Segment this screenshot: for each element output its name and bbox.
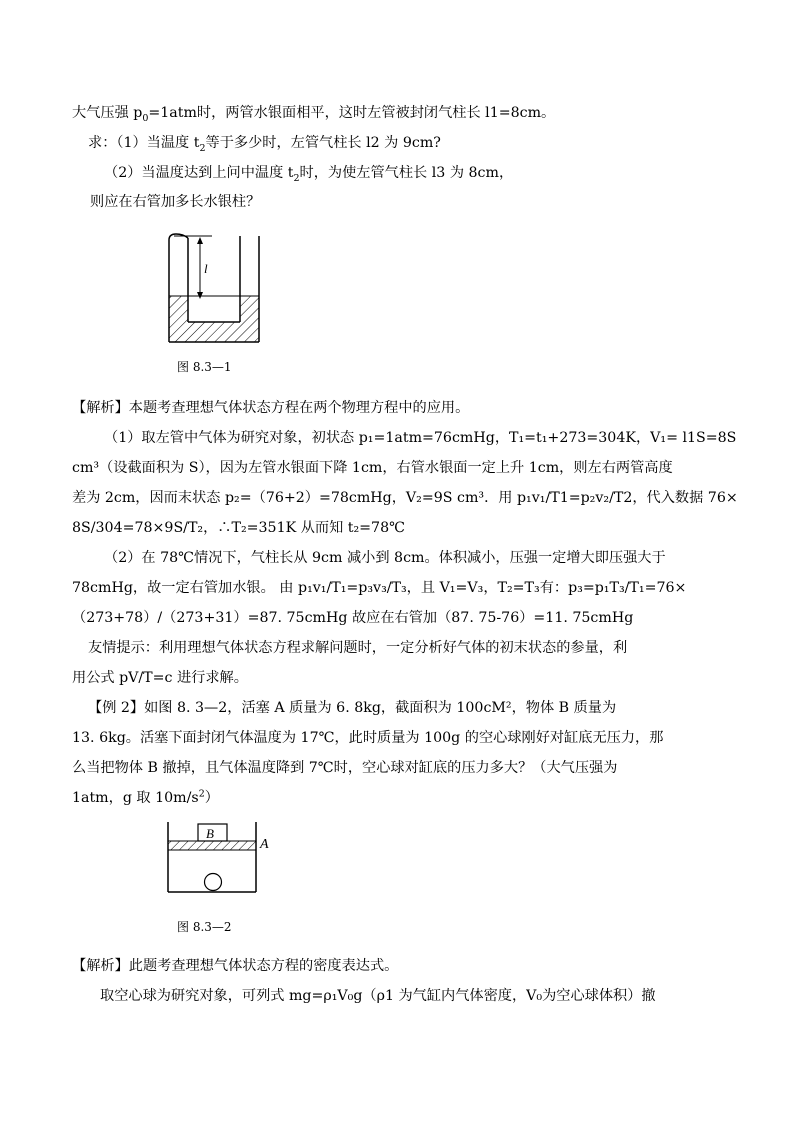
analysis-1-para2-line1: （2）在 78℃情况下，气柱长从 9cm 减小到 8cm。体积减小，压强一定增大即压强大于 — [104, 550, 666, 566]
problem-line-1 — [72, 104, 555, 122]
label-b: B — [206, 826, 214, 841]
example-2-line3: 么当把物体 B 撤掉，且气体温度降到 7℃时，空心球对缸底的压力多大？（大气压强为 — [72, 760, 618, 776]
analysis-1-para2-line2: 78cmHg，故一定右管加水银。 由 p₁v₁/T₁=p₃v₃/T₃，且 V₁=V₃，T₂=T₃有：p₃=p₁T₃/T₁=76× — [72, 580, 687, 596]
superscript: 2 — [198, 788, 205, 800]
analysis-1-para1-line3: 差为 2cm，因而末状态 p₂=（76+2）=78cmHg，V₂=9S cm³．用 p₁v₁/T1=p₂v₂/T2，代入数据 76× — [72, 490, 738, 506]
label-a: A — [260, 837, 269, 852]
analysis-1-para1-line1: （1）取左管中气体为研究对象，初状态 p₁=1atm=76cmHg，T₁=t₁+273=304K，V₁= l1S=8S — [104, 430, 737, 446]
example-2-line2: 13. 6kg。活塞下面封闭气体温度为 17℃，此时质量为 100g 的空心球刚好对缸底无压力，那 — [72, 730, 664, 746]
figure-1-caption: 图 8.3—1 — [177, 360, 232, 374]
analysis-1-heading: 【解析】本题考查理想气体状态方程在两个物理方程中的应用。 — [72, 400, 470, 416]
analysis-2-line1: 取空心球为研究对象，可列式 mg=ρ₁V₀g（ρ1 为气缸内气体密度，V₀为空心球体积）撤 — [100, 988, 656, 1004]
text: 时，为使左管气柱长 l3 为 8cm， — [299, 165, 514, 181]
text: 大气压强 p — [72, 105, 143, 121]
analysis-1-para1-line4: 8S/304=78×9S/T₂，∴T₂=351K 从而知 t₂=78℃ — [72, 520, 405, 536]
figure-cylinder — [160, 818, 280, 898]
subscript: 0 — [142, 112, 149, 124]
subscript: 2 — [293, 172, 300, 184]
tip-line-1: 友情提示：利用理想气体状态方程求解问题时，一定分析好气体的初末状态的参量，利 — [88, 640, 628, 656]
subscript: 2 — [199, 142, 206, 154]
figure-u-tube — [160, 228, 270, 346]
analysis-1-para1-line2: cm³（设截面积为 S），因为左管水银面下降 1cm，右管水银面一定上升 1cm，则左右两管高度 — [72, 460, 673, 476]
analysis-2-heading: 【解析】此题考查理想气体状态方程的密度表达式。 — [72, 958, 399, 974]
text: （2）当温度达到上问中温度 t — [104, 165, 294, 181]
text: =1atm时，两管水银面相平，这时左管被封闭气柱长 l1=8cm。 — [148, 105, 556, 121]
arrow-up-icon — [197, 237, 203, 244]
text: 求：（1）当温度 t — [88, 135, 200, 151]
question-1 — [88, 134, 441, 152]
text: 1atm，g 取 10m/s — [72, 790, 199, 806]
question-2 — [104, 164, 513, 182]
tip-line-2: 用公式 pV/T=c 进行求解。 — [72, 670, 248, 686]
text: 则应在右管加多长水银柱？ — [90, 194, 261, 210]
hollow-ball — [205, 874, 222, 891]
question-2-cont — [90, 193, 260, 211]
piston-a — [168, 841, 256, 850]
text: ） — [204, 790, 219, 806]
mercury-hatch — [169, 296, 259, 342]
example-2-line1: 【例 2】如图 8. 3—2，活塞 A 质量为 6. 8kg，截面积为 100cM²，物体 B 质量为 — [88, 700, 617, 716]
text: 等于多少时，左管气柱长 l2 为 9cm? — [205, 135, 441, 151]
figure-2-caption: 图 8.3—2 — [177, 920, 232, 934]
example-2-line4 — [72, 789, 219, 807]
length-label: l — [204, 261, 208, 276]
analysis-1-para2-line3: （273+78）/（273+31）=87. 75cmHg 故应在右管加（87. 75-76）=11. 75cmHg — [72, 610, 634, 626]
